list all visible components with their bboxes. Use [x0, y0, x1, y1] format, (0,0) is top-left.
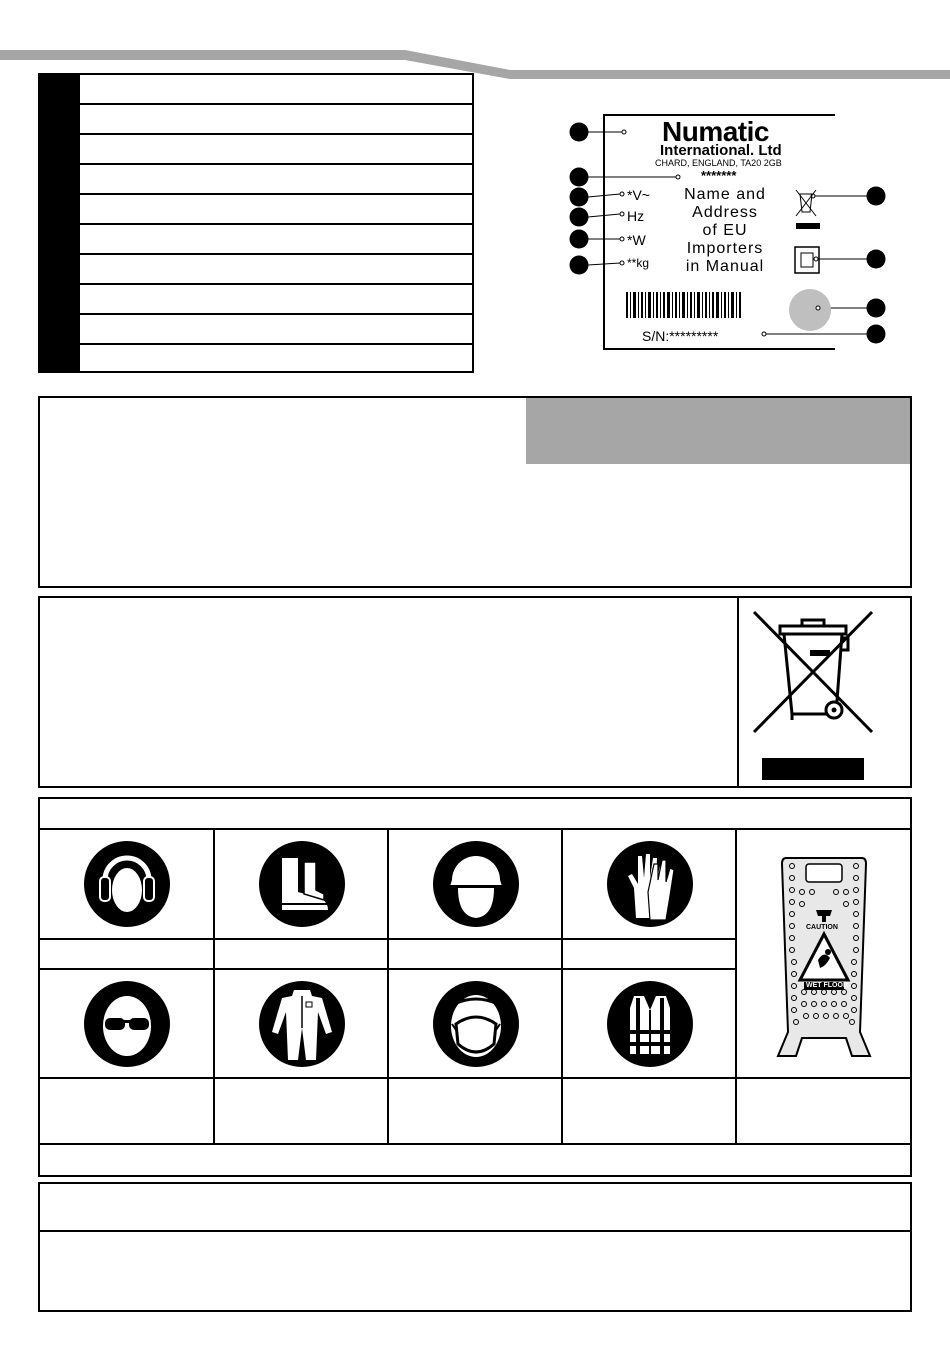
callout-8	[867, 250, 886, 269]
legend-row	[80, 163, 472, 165]
callout-4	[570, 208, 589, 227]
plate-model-code: *******	[701, 168, 737, 183]
plate-address: CHARD, ENGLAND, TA20 2GB	[655, 158, 782, 168]
callout-7	[867, 187, 886, 206]
legend-row	[80, 133, 472, 135]
weee-bar	[762, 758, 864, 780]
hi-vis-vest-icon	[606, 980, 694, 1068]
grey-header-panel	[526, 398, 910, 464]
callout-9	[867, 299, 886, 318]
wet-floor-text: WET FLOOR	[806, 982, 848, 989]
disposal-divider	[737, 596, 739, 788]
safety-boots-icon	[258, 840, 346, 928]
importer-line: Importers	[686, 240, 764, 257]
ear-protection-icon	[83, 840, 171, 928]
legend-number-column	[40, 75, 80, 371]
plate-company: International. Ltd	[660, 142, 782, 159]
callout-1	[570, 123, 589, 142]
plate-power: *W	[627, 232, 646, 248]
legend-row	[80, 343, 472, 345]
approval-mark-circle	[789, 289, 831, 331]
legend-table	[38, 73, 474, 373]
callout-6	[570, 256, 589, 275]
plate-voltage: *V~	[627, 187, 650, 203]
callout-10	[867, 325, 886, 344]
legend-row	[80, 253, 472, 255]
barcode	[626, 292, 741, 318]
overalls-icon	[258, 980, 346, 1068]
plate-weight: **kg	[627, 256, 650, 270]
importer-line: of EU	[702, 222, 748, 239]
rating-plate	[560, 110, 890, 355]
weee-bin-icon	[748, 604, 878, 784]
importer-line: Address	[692, 204, 758, 221]
importer-line: Name and	[684, 186, 766, 203]
legend-row	[80, 313, 472, 315]
legend-row	[80, 193, 472, 195]
callout-5	[570, 230, 589, 249]
callout-3	[570, 188, 589, 207]
legend-row	[80, 223, 472, 225]
dust-mask-icon	[432, 980, 520, 1068]
header-band	[0, 0, 950, 80]
callout-2	[570, 168, 589, 187]
hard-hat-icon	[432, 840, 520, 928]
eye-protection-icon	[83, 980, 171, 1068]
bottom-box	[38, 1182, 912, 1312]
caution-text: CAUTION	[806, 924, 838, 931]
legend-row	[80, 283, 472, 285]
gloves-icon	[606, 840, 694, 928]
bottom-box-divider	[38, 1230, 912, 1232]
plate-importer-note	[670, 186, 780, 276]
wet-floor-sign-image	[776, 852, 872, 1062]
plate-frequency: Hz	[627, 208, 645, 224]
legend-row	[80, 103, 472, 105]
plate-serial: S/N:*********	[642, 328, 719, 344]
importer-line: in Manual	[685, 258, 765, 275]
plate-brand: Numatic	[662, 116, 769, 147]
